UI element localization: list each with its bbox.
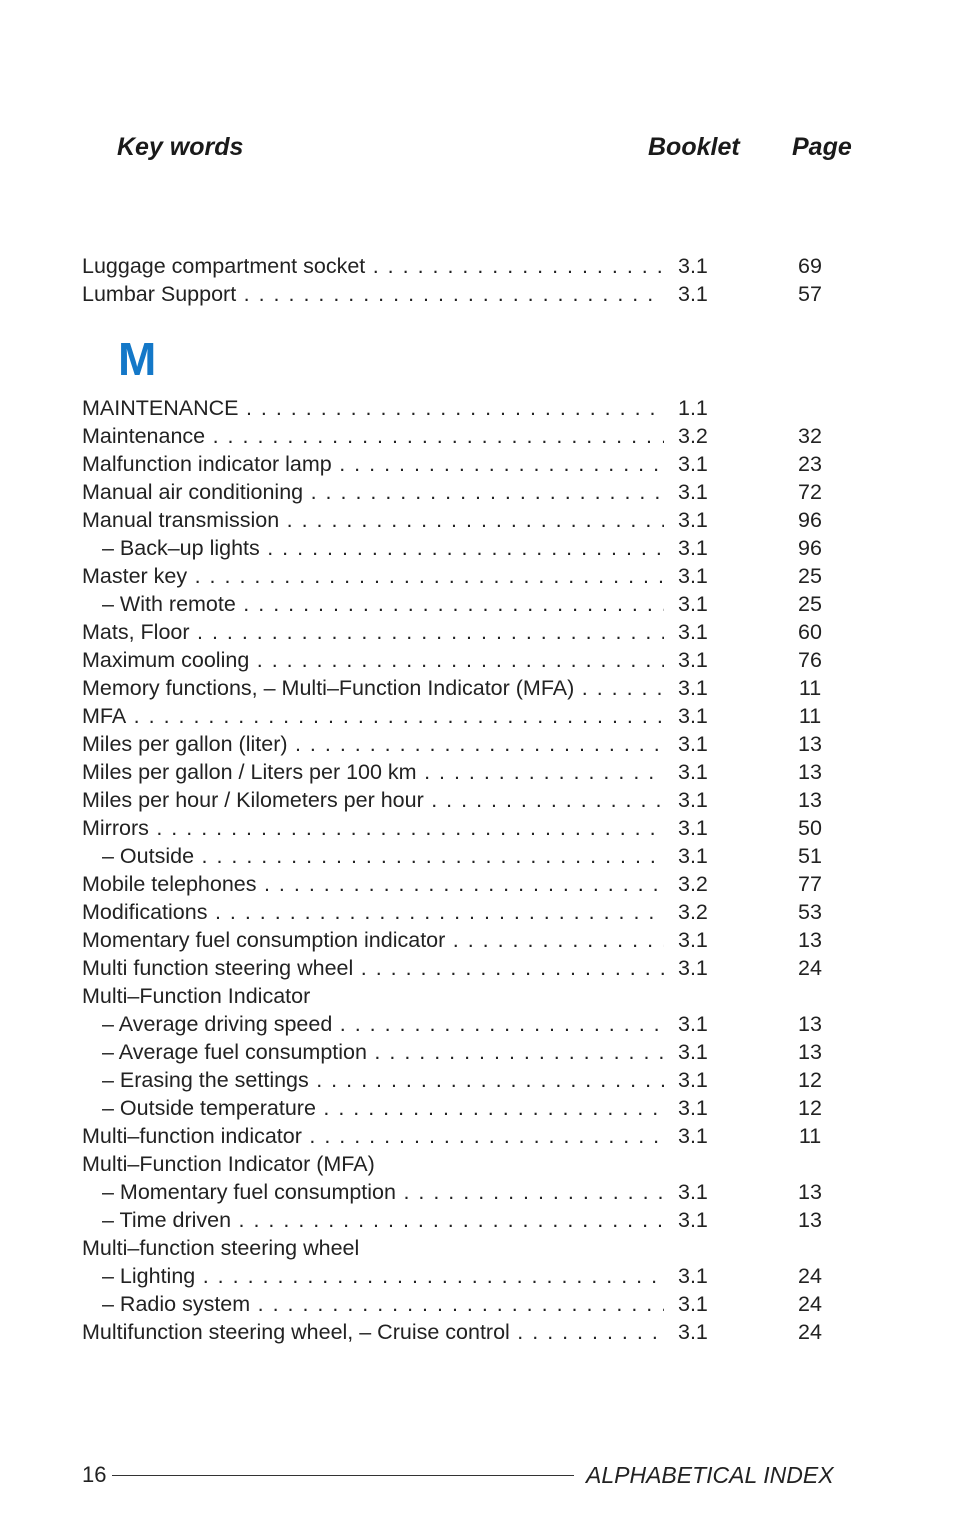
entry-keyword: Multi function steering wheel . . . [82,954,664,982]
entry-keyword: Malfunction indicator lamp . . . [82,450,664,478]
entry-page: 24 [798,1292,822,1316]
entry-booklet: 3.1 [678,480,708,504]
entry-page: 32 [798,424,822,448]
entry-page: 13 [798,1208,822,1232]
entry-page: 96 [798,536,822,560]
entry-page: 57 [798,282,822,306]
entry-booklet [678,982,718,1010]
entry-keyword: Multifunction steering wheel, – Cruise control . . . [82,1318,664,1346]
entry-page [780,1234,840,1262]
entry-booklet [678,1234,718,1262]
entry-keyword: Miles per gallon / Liters per 100 km . . . [82,758,664,786]
index-entry [0,730,960,758]
index-entry [0,1150,960,1178]
entry-keyword: – Time driven . . . [102,1206,664,1234]
footer-rule [112,1475,574,1476]
index-entry [0,926,960,954]
index-entry [0,478,960,506]
entry-keyword: – Radio system . . . [102,1290,664,1318]
entry-page: 13 [798,1012,822,1036]
index-entry [0,1206,960,1234]
entry-page: 24 [798,956,822,980]
index-entry [0,1262,960,1290]
entry-page: 11 [798,676,822,700]
entry-booklet: 3.1 [678,564,708,588]
entry-booklet: 3.1 [678,1180,708,1204]
entry-keyword: Miles per hour / Kilometers per hour . . . [82,786,664,814]
entry-keyword: Manual air conditioning . . . [82,478,664,506]
entry-keyword: Maximum cooling . . . [82,646,664,674]
entry-booklet: 3.1 [678,732,708,756]
entry-keyword: – With remote . . . [102,590,664,618]
entry-page: 24 [798,1320,822,1344]
entry-page: 24 [798,1264,822,1288]
section-letter: M [118,333,157,385]
entry-page: 51 [798,844,822,868]
entry-page: 23 [798,452,822,476]
entry-keyword: Mirrors . . . [82,814,664,842]
entry-keyword: MFA . . . [82,702,664,730]
entry-booklet: 3.2 [678,900,708,924]
entry-page: 13 [798,1040,822,1064]
index-entry [0,1094,960,1122]
entry-booklet: 3.1 [678,1096,708,1120]
entry-booklet: 3.1 [678,452,708,476]
entry-keyword: Multi–Function Indicator [82,984,311,1008]
entry-page: 53 [798,900,822,924]
index-entry [0,1122,960,1150]
entry-keyword: – Outside . . . [102,842,664,870]
entry-booklet: 3.1 [678,1040,708,1064]
index-entry [0,506,960,534]
entry-booklet: 3.1 [678,1264,708,1288]
entry-keyword: – Lighting . . . [102,1262,664,1290]
header-page: Page [792,133,852,161]
entry-page: 69 [798,254,822,278]
index-entry [0,252,960,280]
index-entry [0,394,960,422]
entry-keyword: Master key . . . [82,562,664,590]
entry-keyword: Mats, Floor . . . [82,618,664,646]
index-entry [0,786,960,814]
index-entry [0,870,960,898]
index-entry [0,422,960,450]
entry-keyword: Multi–Function Indicator (MFA) [82,1152,375,1176]
header-key-words: Key words [117,133,244,161]
entry-keyword: Multi–function indicator . . . [82,1122,664,1150]
entry-keyword: – Erasing the settings . . . [102,1066,664,1094]
entry-keyword: Multi–function steering wheel [82,1236,360,1260]
index-entry [0,280,960,308]
entry-keyword: Maintenance . . . [82,422,664,450]
entry-booklet: 3.1 [678,788,708,812]
entry-booklet: 3.2 [678,872,708,896]
index-entry [0,1318,960,1346]
index-entry [0,450,960,478]
index-entry [0,1010,960,1038]
header-booklet: Booklet [648,133,740,161]
index-entry [0,702,960,730]
entry-booklet: 3.1 [678,1124,708,1148]
entry-booklet: 1.1 [678,396,708,420]
entry-booklet: 3.1 [678,816,708,840]
entry-page: 12 [798,1096,822,1120]
index-entry [0,814,960,842]
entry-page: 13 [798,760,822,784]
entry-keyword: – Back–up lights . . . [102,534,664,562]
entry-booklet: 3.1 [678,536,708,560]
entry-page: 60 [798,620,822,644]
index-entry [0,1290,960,1318]
footer-section-title: ALPHABETICAL INDEX [586,1462,834,1488]
entry-page: 11 [798,1124,822,1148]
entry-page: 13 [798,928,822,952]
entry-booklet: 3.1 [678,648,708,672]
entry-page: 50 [798,816,822,840]
entry-booklet: 3.1 [678,704,708,728]
entry-keyword: – Average driving speed . . . [102,1010,664,1038]
entry-booklet: 3.1 [678,592,708,616]
entry-keyword: Lumbar Support . . . [82,280,664,308]
index-entry [0,898,960,926]
index-entry [0,534,960,562]
entry-booklet: 3.1 [678,1068,708,1092]
entry-keyword: – Outside temperature . . . [102,1094,664,1122]
entry-booklet: 3.1 [678,1208,708,1232]
entry-page: 13 [798,1180,822,1204]
entry-page: 13 [798,732,822,756]
entry-keyword: – Momentary fuel consumption . . . [102,1178,664,1206]
entry-booklet: 3.2 [678,424,708,448]
index-entry [0,982,960,1010]
index-entry [0,1038,960,1066]
entry-booklet: 3.1 [678,844,708,868]
index-entry [0,618,960,646]
index-entry [0,954,960,982]
entry-page: 77 [798,872,822,896]
entry-keyword: Memory functions, – Multi–Function Indicator (MFA) . . . [82,674,664,702]
entry-page: 76 [798,648,822,672]
entry-keyword: Momentary fuel consumption indicator . . . [82,926,664,954]
entry-keyword: Luggage compartment socket . . . [82,252,664,280]
entry-booklet: 3.1 [678,620,708,644]
entry-booklet: 3.1 [678,1012,708,1036]
index-entry [0,1234,960,1262]
entry-page [780,1150,840,1178]
index-entry [0,1066,960,1094]
entry-page: 13 [798,788,822,812]
entry-page: 25 [798,592,822,616]
entry-keyword: MAINTENANCE . . . [82,394,664,422]
entry-keyword: Miles per gallon (liter) . . . [82,730,664,758]
entry-keyword: Mobile telephones . . . [82,870,664,898]
entry-booklet: 3.1 [678,760,708,784]
entry-page: 96 [798,508,822,532]
index-entry [0,590,960,618]
index-entry [0,562,960,590]
entry-page: 72 [798,480,822,504]
entry-page [780,394,840,422]
index-entry [0,758,960,786]
index-entry [0,646,960,674]
entry-page: 11 [798,704,822,728]
entry-booklet: 3.1 [678,928,708,952]
entry-booklet: 3.1 [678,282,708,306]
entry-booklet: 3.1 [678,1292,708,1316]
entry-booklet [678,1150,718,1178]
index-entry [0,842,960,870]
entry-booklet: 3.1 [678,1320,708,1344]
entry-page [780,982,840,1010]
index-entry [0,674,960,702]
entry-booklet: 3.1 [678,956,708,980]
entry-keyword: – Average fuel consumption . . . [102,1038,664,1066]
entry-booklet: 3.1 [678,676,708,700]
entry-page: 25 [798,564,822,588]
entry-booklet: 3.1 [678,508,708,532]
entry-keyword: Manual transmission . . . [82,506,664,534]
footer-page-number: 16 [82,1462,107,1487]
entry-page: 12 [798,1068,822,1092]
entry-booklet: 3.1 [678,254,708,278]
index-entry [0,1178,960,1206]
entry-keyword: Modifications . . . [82,898,664,926]
